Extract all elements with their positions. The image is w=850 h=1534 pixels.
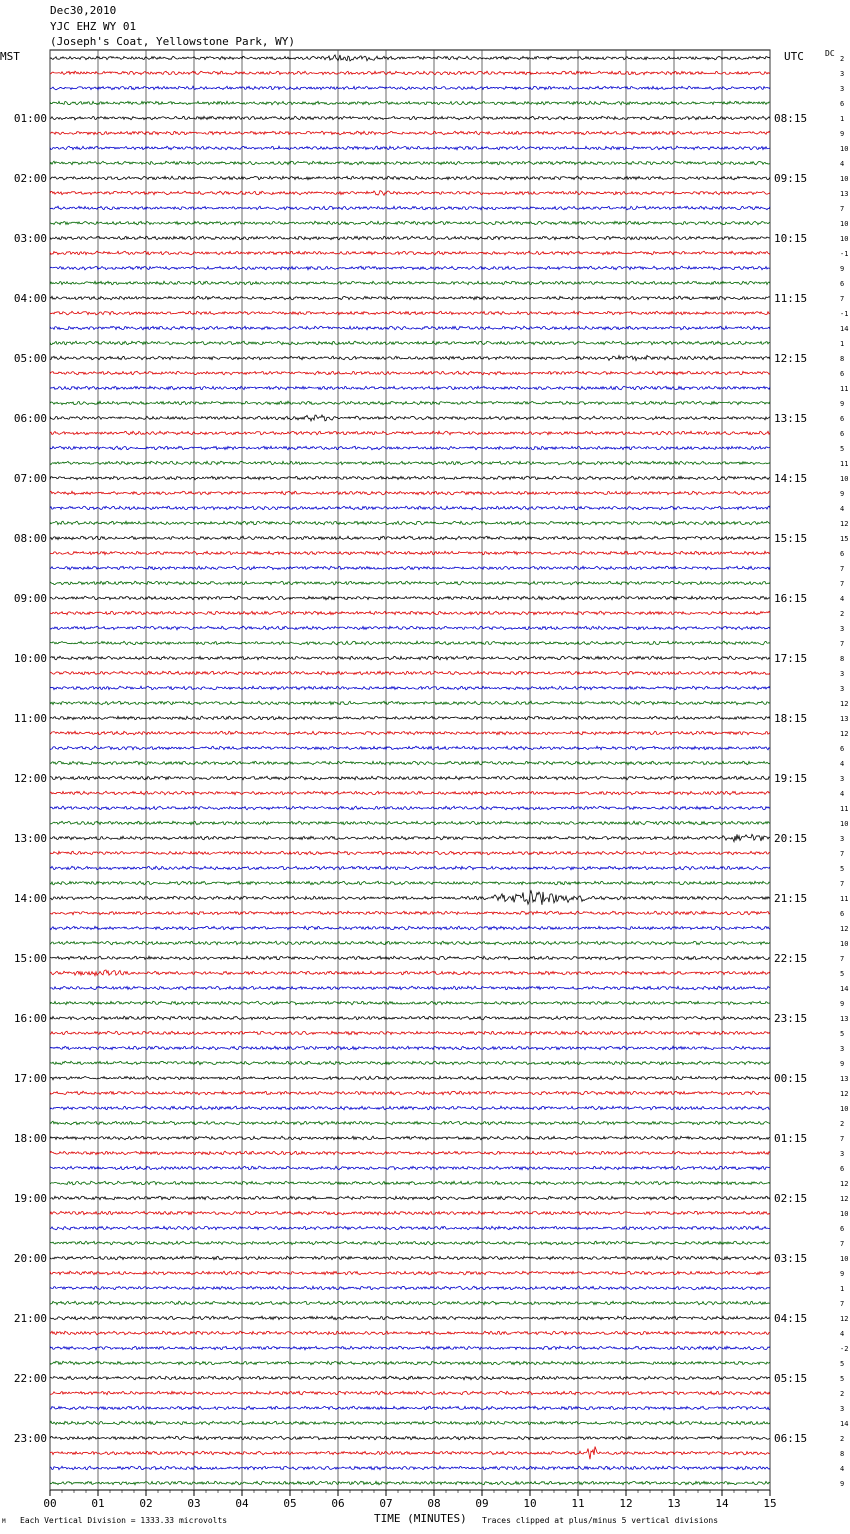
- seismic-trace: [50, 326, 770, 330]
- seismic-trace: [50, 1421, 770, 1425]
- dc-offset-value: 10: [840, 1255, 849, 1263]
- dc-offset-value: 5: [840, 445, 845, 453]
- seismic-trace: [50, 731, 770, 735]
- dc-offset-value: 3: [840, 70, 845, 78]
- utc-hour-label: 15:15: [774, 532, 808, 545]
- seismic-trace: [50, 296, 770, 300]
- mst-hour-label: 16:00: [13, 1012, 47, 1025]
- seismic-trace: [50, 521, 770, 525]
- dc-offset-value: 1: [840, 340, 845, 348]
- dc-offset-value: 13: [840, 715, 849, 723]
- dc-offset-value: 10: [840, 475, 849, 483]
- seismic-trace: [50, 551, 770, 555]
- dc-offset-value: 8: [840, 355, 845, 363]
- dc-offset-value: -1: [840, 310, 849, 318]
- seismic-trace: [50, 401, 770, 405]
- mst-hour-label: 18:00: [13, 1132, 47, 1145]
- seismic-trace: [50, 834, 770, 841]
- dc-offset-value: 9: [840, 130, 845, 138]
- seismic-trace: [50, 656, 770, 660]
- dc-offset-value: 3: [840, 685, 845, 693]
- seismic-trace: [50, 1031, 770, 1035]
- x-tick-label: 06: [331, 1497, 345, 1510]
- x-tick-label: 15: [763, 1497, 777, 1510]
- seismic-trace: [50, 1211, 770, 1215]
- seismic-trace: [50, 1316, 770, 1320]
- seismic-trace: [50, 1046, 770, 1050]
- utc-hour-label: 00:15: [774, 1072, 808, 1085]
- seismic-trace: [50, 1121, 770, 1125]
- x-tick-label: 08: [427, 1497, 441, 1510]
- seismic-trace: [50, 1061, 770, 1065]
- seismic-trace: [50, 1466, 770, 1470]
- dc-offset-value: 3: [840, 670, 845, 678]
- seismic-trace: [50, 1106, 770, 1110]
- x-tick-label: 04: [235, 1497, 249, 1510]
- dc-offset-value: 6: [840, 910, 845, 918]
- dc-offset-value: 7: [840, 850, 845, 858]
- dc-offset-value: 10: [840, 235, 849, 243]
- seismic-trace: [50, 761, 770, 765]
- seismic-trace: [50, 386, 770, 390]
- x-tick-label: 13: [667, 1497, 681, 1510]
- seismic-trace: [50, 536, 770, 540]
- dc-offset-value: 6: [840, 370, 845, 378]
- dc-offset-value: 7: [840, 640, 845, 648]
- seismic-trace: [50, 251, 770, 255]
- seismic-trace: [50, 1376, 770, 1380]
- seismic-trace: [50, 926, 770, 930]
- seismic-trace: [50, 1361, 770, 1365]
- mst-hour-label: 02:00: [13, 172, 47, 185]
- mst-hour-label: 17:00: [13, 1072, 47, 1085]
- dc-offset-value: 10: [840, 145, 849, 153]
- dc-offset-value: 2: [840, 55, 845, 63]
- utc-axis-label: UTC: [784, 50, 804, 63]
- dc-offset-value: 12: [840, 1315, 849, 1323]
- utc-hour-label: 06:15: [774, 1432, 808, 1445]
- x-axis-title: TIME (MINUTES): [374, 1512, 467, 1525]
- dc-offset-value: 8: [840, 655, 845, 663]
- dc-offset-value: 9: [840, 400, 845, 408]
- seismic-trace: [50, 1181, 770, 1185]
- seismic-trace: [50, 71, 770, 75]
- dc-offset-value: 15: [840, 535, 849, 543]
- utc-hour-label: 05:15: [774, 1372, 808, 1385]
- dc-offset-value: 10: [840, 220, 849, 228]
- dc-offset-value: 12: [840, 520, 849, 528]
- seismic-trace: [50, 911, 770, 915]
- dc-offset-value: 10: [840, 820, 849, 828]
- seismic-trace: [50, 1271, 770, 1275]
- seismic-trace: [50, 970, 770, 976]
- mst-hour-label: 22:00: [13, 1372, 47, 1385]
- dc-offset-value: 3: [840, 625, 845, 633]
- utc-hour-label: 03:15: [774, 1252, 808, 1265]
- seismic-trace: [50, 821, 770, 825]
- seismic-trace: [50, 1301, 770, 1305]
- dc-offset-value: 12: [840, 700, 849, 708]
- mst-hour-label: 13:00: [13, 832, 47, 845]
- seismic-trace: [50, 1151, 770, 1155]
- seismic-trace: [50, 371, 770, 375]
- dc-offset-value: 8: [840, 1450, 845, 1458]
- seismic-trace: [50, 476, 770, 480]
- dc-offset-value: 10: [840, 1105, 849, 1113]
- dc-offset-value: 6: [840, 100, 845, 108]
- mst-hour-label: 03:00: [13, 232, 47, 245]
- dc-offset-value: -2: [840, 1345, 849, 1353]
- x-tick-label: 02: [139, 1497, 153, 1510]
- dc-offset-value: 4: [840, 1465, 845, 1473]
- dc-offset-value: 7: [840, 565, 845, 573]
- dc-offset-value: 12: [840, 925, 849, 933]
- seismic-trace: [50, 311, 770, 315]
- dc-offset-value: 12: [840, 730, 849, 738]
- dc-offset-value: 4: [840, 790, 845, 798]
- seismic-trace: [50, 281, 770, 285]
- mst-hour-label: 01:00: [13, 112, 47, 125]
- dc-offset-value: 5: [840, 970, 845, 978]
- dc-offset-value: 7: [840, 955, 845, 963]
- dc-offset-value: 3: [840, 1405, 845, 1413]
- dc-offset-value: 13: [840, 1015, 849, 1023]
- x-tick-label: 10: [523, 1497, 537, 1510]
- seismic-trace: [50, 1436, 770, 1440]
- dc-offset-value: 4: [840, 160, 845, 168]
- seismic-trace: [50, 1256, 770, 1260]
- seismic-trace: [50, 191, 770, 196]
- dc-offset-value: 2: [840, 1120, 845, 1128]
- dc-offset-value: 12: [840, 1180, 849, 1188]
- seismic-trace: [50, 55, 770, 61]
- dc-offset-value: 6: [840, 280, 845, 288]
- dc-offset-value: 11: [840, 385, 849, 393]
- utc-hour-label: 17:15: [774, 652, 808, 665]
- dc-offset-value: 6: [840, 415, 845, 423]
- utc-hour-label: 01:15: [774, 1132, 808, 1145]
- seismic-trace: [50, 266, 770, 270]
- seismic-trace: [50, 1136, 770, 1140]
- utc-hour-label: 02:15: [774, 1192, 808, 1205]
- seismic-trace: [50, 1001, 770, 1005]
- utc-hour-label: 11:15: [774, 292, 808, 305]
- seismic-trace: [50, 746, 770, 750]
- seismic-trace: [50, 716, 770, 720]
- dc-offset-value: 7: [840, 295, 845, 303]
- dc-offset-value: 7: [840, 205, 845, 213]
- dc-offset-value: 9: [840, 1060, 845, 1068]
- mst-hour-label: 19:00: [13, 1192, 47, 1205]
- dc-offset-value: 9: [840, 1000, 845, 1008]
- utc-hour-label: 10:15: [774, 232, 808, 245]
- dc-offset-value: 2: [840, 1390, 845, 1398]
- x-tick-label: 09: [475, 1497, 489, 1510]
- x-tick-label: 00: [43, 1497, 57, 1510]
- station-code: YJC EHZ WY 01: [50, 20, 137, 33]
- mst-hour-label: 05:00: [13, 352, 47, 365]
- seismic-trace: [50, 686, 770, 690]
- dc-offset-value: 6: [840, 1225, 845, 1233]
- dc-offset-value: 9: [840, 490, 845, 498]
- mst-hour-label: 20:00: [13, 1252, 47, 1265]
- seismic-trace: [50, 341, 770, 345]
- dc-offset-value: 13: [840, 190, 849, 198]
- seismic-trace: [50, 491, 770, 495]
- x-tick-label: 01: [91, 1497, 105, 1510]
- seismic-trace: [50, 1406, 770, 1410]
- utc-hour-label: 23:15: [774, 1012, 808, 1025]
- seismic-trace: [50, 671, 770, 675]
- utc-hour-label: 14:15: [774, 472, 808, 485]
- seismic-trace: [50, 851, 770, 855]
- dc-offset-value: 9: [840, 265, 845, 273]
- seismic-trace: [50, 581, 770, 585]
- seismic-trace: [50, 791, 770, 795]
- seismic-trace: [50, 611, 770, 615]
- dc-offset-value: 6: [840, 1165, 845, 1173]
- seismic-trace: [50, 221, 770, 225]
- dc-offset-value: 1: [840, 1285, 845, 1293]
- seismic-trace: [50, 806, 770, 810]
- dc-offset-value: 4: [840, 760, 845, 768]
- seismic-trace: [50, 1331, 770, 1335]
- x-tick-label: 07: [379, 1497, 393, 1510]
- utc-hour-label: 20:15: [774, 832, 808, 845]
- station-location: (Joseph's Coat, Yellowstone Park, WY): [50, 35, 296, 48]
- dc-offset-value: 3: [840, 775, 845, 783]
- seismic-trace: [50, 431, 770, 435]
- dc-offset-value: 7: [840, 1240, 845, 1248]
- seismic-trace: [50, 891, 770, 905]
- dc-offset-value: -1: [840, 250, 849, 258]
- seismic-trace: [50, 161, 770, 165]
- seismic-trace: [50, 1481, 770, 1485]
- seismic-trace: [50, 1346, 770, 1350]
- dc-offset-value: 14: [840, 985, 849, 993]
- seismic-trace: [50, 956, 770, 960]
- mst-hour-label: 07:00: [13, 472, 47, 485]
- seismic-trace: [50, 1076, 770, 1080]
- mst-hour-label: 10:00: [13, 652, 47, 665]
- utc-hour-label: 18:15: [774, 712, 808, 725]
- seismic-trace: [50, 116, 770, 120]
- utc-hour-label: 21:15: [774, 892, 808, 905]
- dc-offset-value: 11: [840, 460, 849, 468]
- dc-offset-value: 10: [840, 175, 849, 183]
- seismic-trace: [50, 776, 770, 780]
- dc-offset-value: 7: [840, 580, 845, 588]
- mst-hour-label: 06:00: [13, 412, 47, 425]
- dc-offset-value: 5: [840, 1375, 845, 1383]
- dc-offset-value: 13: [840, 1075, 849, 1083]
- dc-offset-value: 14: [840, 325, 849, 333]
- seismic-trace: [50, 701, 770, 705]
- seismic-trace: [50, 86, 770, 90]
- dc-offset-value: 11: [840, 895, 849, 903]
- dc-column-label: DC: [825, 49, 835, 58]
- seismic-trace: [50, 1196, 770, 1200]
- seismic-trace: [50, 101, 770, 105]
- x-tick-label: 12: [619, 1497, 633, 1510]
- dc-offset-value: 10: [840, 1210, 849, 1218]
- dc-offset-value: 6: [840, 745, 845, 753]
- x-tick-label: 14: [715, 1497, 729, 1510]
- plot-date: Dec30,2010: [50, 4, 117, 17]
- utc-hour-label: 13:15: [774, 412, 808, 425]
- seismic-trace: [50, 1226, 770, 1230]
- seismic-trace: [50, 626, 770, 630]
- dc-offset-value: 3: [840, 1150, 845, 1158]
- dc-offset-value: 11: [840, 805, 849, 813]
- seismic-trace: [50, 461, 770, 465]
- mst-hour-label: 11:00: [13, 712, 47, 725]
- seismic-trace: [50, 206, 770, 210]
- seismic-trace: [50, 355, 770, 360]
- dc-offset-value: 3: [840, 835, 845, 843]
- seismic-trace: [50, 176, 770, 180]
- clip-note: Traces clipped at plus/minus 5 vertical divisions: [482, 1516, 719, 1525]
- dc-offset-value: 9: [840, 1480, 845, 1488]
- seismic-trace: [50, 1166, 770, 1170]
- utc-hour-label: 12:15: [774, 352, 808, 365]
- x-tick-label: 05: [283, 1497, 297, 1510]
- seismic-trace: [50, 641, 770, 645]
- dc-offset-value: 1: [840, 115, 845, 123]
- dc-offset-value: 5: [840, 1030, 845, 1038]
- utc-hour-label: 19:15: [774, 772, 808, 785]
- mst-hour-label: 21:00: [13, 1312, 47, 1325]
- dc-offset-value: 2: [840, 610, 845, 618]
- seismic-trace: [50, 596, 770, 600]
- seismic-trace: [50, 1391, 770, 1395]
- seismic-trace: [50, 881, 770, 885]
- dc-offset-value: 12: [840, 1090, 849, 1098]
- mst-hour-label: 23:00: [13, 1432, 47, 1445]
- utc-hour-label: 09:15: [774, 172, 808, 185]
- mst-hour-label: 14:00: [13, 892, 47, 905]
- seismic-trace: [50, 566, 770, 570]
- seismic-trace: [50, 236, 770, 240]
- dc-offset-value: 10: [840, 940, 849, 948]
- corner-mark: M: [2, 1518, 6, 1525]
- mst-hour-label: 15:00: [13, 952, 47, 965]
- dc-offset-value: 4: [840, 1330, 845, 1338]
- dc-offset-value: 9: [840, 1270, 845, 1278]
- seismic-trace: [50, 1241, 770, 1245]
- seismic-trace: [50, 506, 770, 510]
- dc-offset-value: 12: [840, 1195, 849, 1203]
- utc-hour-label: 08:15: [774, 112, 808, 125]
- mst-hour-label: 09:00: [13, 592, 47, 605]
- seismic-trace: [50, 415, 770, 421]
- dc-offset-value: 2: [840, 1435, 845, 1443]
- dc-offset-value: 5: [840, 865, 845, 873]
- seismic-trace: [50, 146, 770, 150]
- mst-hour-label: 08:00: [13, 532, 47, 545]
- seismic-trace: [50, 446, 770, 450]
- seismic-trace: [50, 1447, 770, 1460]
- dc-offset-value: 7: [840, 1300, 845, 1308]
- seismic-trace: [50, 1091, 770, 1095]
- x-tick-label: 03: [187, 1497, 201, 1510]
- scale-note: Each Vertical Division = 1333.33 microvolts: [20, 1516, 228, 1525]
- dc-offset-value: 4: [840, 595, 845, 603]
- dc-offset-value: 7: [840, 880, 845, 888]
- dc-offset-value: 3: [840, 85, 845, 93]
- seismic-trace: [50, 1286, 770, 1290]
- seismic-trace: [50, 986, 770, 990]
- seismic-trace: [50, 866, 770, 870]
- dc-offset-value: 6: [840, 550, 845, 558]
- dc-offset-value: 4: [840, 505, 845, 513]
- dc-offset-value: 6: [840, 430, 845, 438]
- seismic-trace: [50, 1016, 770, 1020]
- mst-hour-label: 04:00: [13, 292, 47, 305]
- x-tick-label: 11: [571, 1497, 585, 1510]
- seismic-trace: [50, 941, 770, 945]
- utc-hour-label: 16:15: [774, 592, 808, 605]
- dc-offset-value: 3: [840, 1045, 845, 1053]
- mst-hour-label: 12:00: [13, 772, 47, 785]
- utc-hour-label: 22:15: [774, 952, 808, 965]
- dc-offset-value: 14: [840, 1420, 849, 1428]
- mst-axis-label: MST: [0, 50, 20, 63]
- seismic-trace: [50, 131, 770, 135]
- utc-hour-label: 04:15: [774, 1312, 808, 1325]
- dc-offset-value: 5: [840, 1360, 845, 1368]
- dc-offset-value: 7: [840, 1135, 845, 1143]
